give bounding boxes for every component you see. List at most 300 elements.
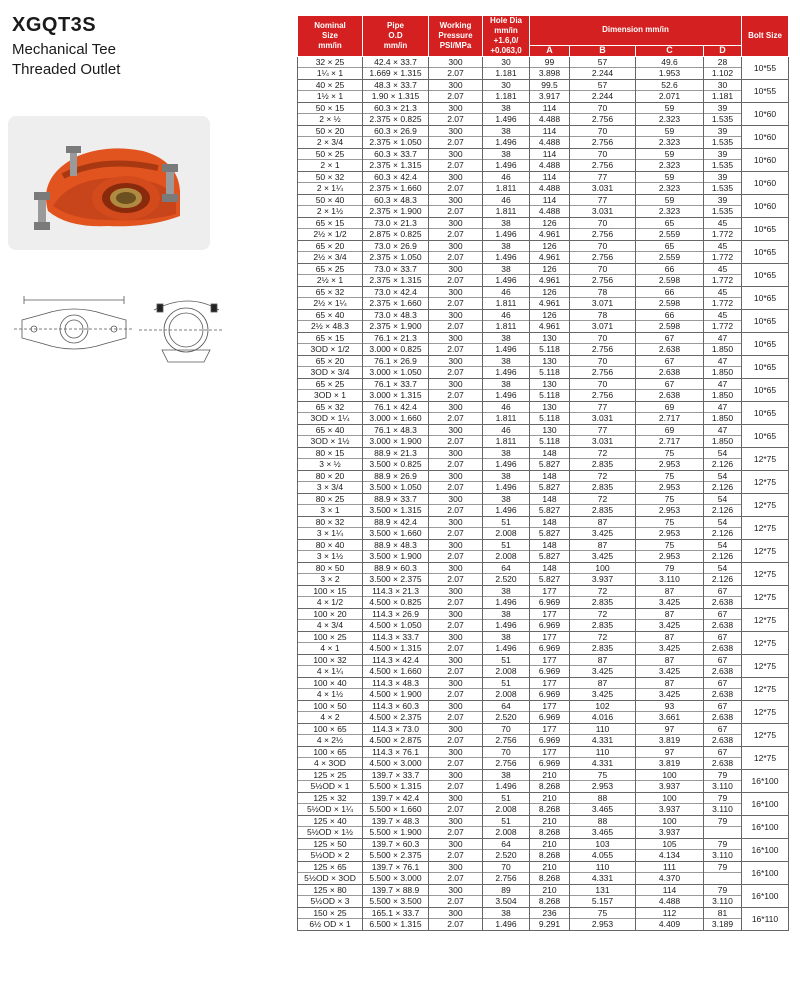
table-row: [298, 609, 789, 632]
cell-nominal-size: [298, 379, 363, 402]
cell-metric-value: 88.9 × 60.3: [363, 563, 428, 574]
cell-imperial-value: 4.488: [538, 183, 561, 193]
cell-dim-b: [570, 241, 636, 264]
cell-dim-a: [530, 839, 570, 862]
cell-imperial-value: 1.535: [711, 206, 734, 216]
cell-pipe-od: [363, 126, 429, 149]
cell-metric-value: 114.3 × 73.0: [363, 724, 428, 735]
header-dimension: Dimension mm/in: [530, 16, 742, 46]
cell-metric-value: 81: [704, 908, 741, 919]
cell-metric-value: 65 × 25: [298, 264, 362, 275]
table-row: [298, 747, 789, 770]
header-dim-d: D: [704, 45, 742, 56]
cell-imperial-value: 2.07: [447, 574, 464, 584]
cell-dim-d: [704, 126, 742, 149]
cell-imperial-value: 2.07: [447, 183, 464, 193]
cell-bolt-size: 10*65: [742, 402, 789, 425]
cell-working-pressure: [429, 103, 483, 126]
table-row: [298, 402, 789, 425]
cell-metric-value: 38: [483, 632, 529, 643]
cell-imperial-value: 2.07: [447, 689, 464, 699]
header-hole-dia: Hole Dia mm/in +1.6,0/ +0.063,0: [483, 16, 530, 57]
cell-hole-dia: [483, 816, 530, 839]
cell-metric-value: 50 × 15: [298, 103, 362, 114]
cell-dim-c: [636, 126, 704, 149]
cell-hole-dia: [483, 586, 530, 609]
table-row: [298, 862, 789, 885]
cell-dim-d: [704, 218, 742, 241]
cell-dim-b: [570, 149, 636, 172]
cell-pipe-od: [363, 448, 429, 471]
cell-nominal-size: [298, 632, 363, 655]
cell-dim-c: [636, 839, 704, 862]
cell-dim-a: [530, 448, 570, 471]
cell-imperial-value: 2.07: [447, 68, 464, 78]
cell-hole-dia: [483, 655, 530, 678]
cell-metric-value: 139.7 × 48.3: [363, 816, 428, 827]
cell-dim-a: [530, 517, 570, 540]
cell-imperial-value: 6.969: [538, 597, 561, 607]
cell-bolt-size: 12*75: [742, 609, 789, 632]
cell-hole-dia: [483, 425, 530, 448]
cell-imperial-value: 3.425: [658, 620, 681, 630]
cell-bolt-size: 10*60: [742, 126, 789, 149]
cell-imperial-value: 2.638: [711, 620, 734, 630]
cell-imperial-value: 2.835: [591, 597, 614, 607]
cell-imperial-value: 8.268: [538, 873, 561, 883]
cell-imperial-value: 2.638: [711, 597, 734, 607]
cell-imperial-value: 8.268: [538, 781, 561, 791]
cell-imperial-value: 2.953: [658, 482, 681, 492]
cell-imperial-value: 2.717: [658, 413, 681, 423]
cell-imperial-value: 3.110: [659, 574, 680, 584]
cell-metric-value: 80 × 50: [298, 563, 362, 574]
cell-metric-value: 130: [530, 356, 569, 367]
cell-metric-value: 300: [429, 655, 482, 666]
cell-metric-value: 75: [570, 908, 635, 919]
cell-metric-value: 39: [704, 172, 741, 183]
cell-metric-value: 100 × 65: [298, 747, 362, 758]
cell-imperial-value: 2.638: [658, 367, 681, 377]
table-row: [298, 586, 789, 609]
cell-metric-value: 300: [429, 80, 482, 91]
cell-hole-dia: [483, 172, 530, 195]
cell-metric-value: 177: [530, 678, 569, 689]
cell-metric-value: 46: [483, 172, 529, 183]
cell-dim-a: [530, 747, 570, 770]
cell-imperial-value: 2.071: [658, 91, 681, 101]
cell-dim-a: [530, 57, 570, 80]
cell-imperial-value: 2.07: [447, 91, 464, 101]
table-row: [298, 172, 789, 195]
cell-imperial-value: 3.000 × 1.900: [369, 436, 422, 446]
cell-pipe-od: [363, 57, 429, 80]
cell-dim-a: [530, 356, 570, 379]
cell-bolt-size: 10*65: [742, 379, 789, 402]
cell-metric-value: 73.0 × 48.3: [363, 310, 428, 321]
cell-imperial-value: 3.425: [591, 551, 614, 561]
cell-dim-c: [636, 540, 704, 563]
cell-imperial-value: 2.07: [447, 298, 464, 308]
cell-dim-a: [530, 701, 570, 724]
cell-metric-value: 77: [570, 425, 635, 436]
cell-dim-b: [570, 701, 636, 724]
table-row: [298, 655, 789, 678]
cell-imperial-value: 3.661: [658, 712, 681, 722]
cell-nominal-size: [298, 586, 363, 609]
cell-working-pressure: [429, 494, 483, 517]
cell-metric-value: 300: [429, 264, 482, 275]
cell-bolt-size: 12*75: [742, 563, 789, 586]
cell-metric-value: 150 × 25: [298, 908, 362, 919]
cell-imperial-value: 2.07: [447, 344, 464, 354]
cell-imperial-value: 2 × 3/4: [316, 137, 344, 147]
cell-dim-a: [530, 862, 570, 885]
cell-metric-value: 38: [483, 471, 529, 482]
cell-imperial-value: 2.375 × 1.900: [369, 321, 422, 331]
cell-imperial-value: 2.323: [658, 160, 681, 170]
cell-working-pressure: [429, 563, 483, 586]
cell-metric-value: 40 × 25: [298, 80, 362, 91]
cell-dim-c: [636, 149, 704, 172]
cell-imperial-value: 3.500 × 2.375: [369, 574, 422, 584]
cell-metric-value: 300: [429, 747, 482, 758]
cell-imperial-value: 2.756: [591, 114, 614, 124]
cell-dim-a: [530, 655, 570, 678]
cell-pipe-od: [363, 839, 429, 862]
cell-bolt-size: 16*100: [742, 793, 789, 816]
cell-dim-b: [570, 310, 636, 333]
cell-imperial-value: 2.126: [711, 551, 734, 561]
cell-hole-dia: [483, 80, 530, 103]
cell-imperial-value: 1.496: [495, 252, 517, 262]
cell-metric-value: 38: [483, 770, 529, 781]
cell-metric-value: 38: [483, 609, 529, 620]
cell-nominal-size: [298, 195, 363, 218]
cell-imperial-value: 5½OD × 2: [310, 850, 350, 860]
cell-nominal-size: [298, 885, 363, 908]
cell-hole-dia: [483, 103, 530, 126]
cell-dim-b: [570, 839, 636, 862]
cell-dim-c: [636, 816, 704, 839]
cell-imperial-value: 1.850: [711, 436, 734, 446]
cell-nominal-size: [298, 425, 363, 448]
cell-imperial-value: 1.496: [495, 597, 517, 607]
cell-imperial-value: 2.835: [591, 459, 614, 469]
cell-imperial-value: 4.370: [658, 873, 681, 883]
cell-imperial-value: 6.969: [538, 643, 561, 653]
cell-imperial-value: 2.244: [591, 68, 614, 78]
cell-hole-dia: [483, 333, 530, 356]
cell-metric-value: 38: [483, 103, 529, 114]
cell-pipe-od: [363, 609, 429, 632]
cell-metric-value: 39: [704, 103, 741, 114]
cell-dim-b: [570, 678, 636, 701]
cell-imperial-value: 2.559: [658, 252, 681, 262]
cell-metric-value: 73.0 × 26.9: [363, 241, 428, 252]
cell-metric-value: 125 × 32: [298, 793, 362, 804]
cell-hole-dia: [483, 793, 530, 816]
cell-imperial-value: 1.496: [495, 459, 517, 469]
cell-imperial-value: 1.496: [495, 275, 517, 285]
cell-dim-c: [636, 885, 704, 908]
cell-metric-value: 77: [570, 172, 635, 183]
cell-working-pressure: [429, 379, 483, 402]
cell-imperial-value: 1.496: [495, 620, 517, 630]
cell-metric-value: 76.1 × 33.7: [363, 379, 428, 390]
cell-nominal-size: [298, 356, 363, 379]
cell-imperial-value: 2.07: [447, 666, 464, 676]
cell-imperial-value: 4.500 × 2.875: [369, 735, 422, 745]
cell-imperial-value: 2.07: [447, 804, 464, 814]
cell-metric-value: 30: [704, 80, 741, 91]
cell-imperial-value: 1.535: [711, 137, 734, 147]
cell-working-pressure: [429, 241, 483, 264]
cell-imperial-value: 2.756: [495, 758, 517, 768]
cell-metric-value: 177: [530, 724, 569, 735]
cell-metric-value: 148: [530, 471, 569, 482]
cell-pipe-od: [363, 379, 429, 402]
cell-imperial-value: 4.961: [538, 275, 561, 285]
cell-dim-d: [704, 908, 742, 931]
cell-dim-c: [636, 448, 704, 471]
cell-imperial-value: 3.465: [591, 827, 614, 837]
cell-nominal-size: [298, 218, 363, 241]
cell-dim-a: [530, 103, 570, 126]
cell-imperial-value: 4.500 × 1.900: [369, 689, 422, 699]
cell-hole-dia: [483, 402, 530, 425]
cell-imperial-value: 4.500 × 2.375: [369, 712, 422, 722]
cell-dim-d: [704, 724, 742, 747]
header-nominal-size: Nominal Size mm/in: [298, 16, 363, 57]
cell-metric-value: 80 × 40: [298, 540, 362, 551]
cell-dim-c: [636, 586, 704, 609]
cell-dim-d: [704, 747, 742, 770]
cell-dim-d: [704, 57, 742, 80]
cell-imperial-value: 3.189: [711, 919, 734, 929]
cell-imperial-value: 6.969: [538, 712, 561, 722]
cell-metric-value: 130: [530, 402, 569, 413]
cell-imperial-value: 3.425: [658, 643, 681, 653]
cell-nominal-size: [298, 172, 363, 195]
table-row: [298, 793, 789, 816]
spec-table: [297, 15, 789, 931]
cell-dim-a: [530, 241, 570, 264]
cell-imperial-value: 1.535: [711, 160, 734, 170]
cell-imperial-value: 2.835: [591, 505, 614, 515]
cell-metric-value: 300: [429, 517, 482, 528]
cell-imperial-value: 2.756: [591, 137, 614, 147]
cell-imperial-value: 2.244: [591, 91, 614, 101]
cell-metric-value: 50 × 32: [298, 172, 362, 183]
cell-bolt-size: 16*100: [742, 816, 789, 839]
cell-dim-b: [570, 379, 636, 402]
cell-working-pressure: [429, 747, 483, 770]
cell-imperial-value: 3 × 1: [320, 505, 340, 515]
cell-metric-value: 300: [429, 149, 482, 160]
cell-metric-value: 114.3 × 76.1: [363, 747, 428, 758]
cell-imperial-value: 2.375 × 1.660: [369, 298, 422, 308]
cell-hole-dia: [483, 57, 530, 80]
cell-imperial-value: 2.008: [495, 689, 517, 699]
table-row: [298, 356, 789, 379]
cell-hole-dia: [483, 195, 530, 218]
cell-metric-value: 59: [636, 172, 703, 183]
cell-metric-value: 38: [483, 586, 529, 597]
cell-imperial-value: 4.500 × 0.825: [369, 597, 422, 607]
cell-working-pressure: [429, 310, 483, 333]
cell-dim-d: [704, 379, 742, 402]
cell-metric-value: 45: [704, 218, 741, 229]
cell-imperial-value: 2.638: [658, 390, 681, 400]
header-dim-b: B: [570, 45, 636, 56]
cell-dim-d: [704, 862, 742, 885]
cell-metric-value: 125 × 80: [298, 885, 362, 896]
cell-metric-value: 114: [530, 172, 569, 183]
header-dim-a: A: [530, 45, 570, 56]
cell-working-pressure: [429, 287, 483, 310]
cell-dim-b: [570, 816, 636, 839]
cell-imperial-value: 2.07: [447, 114, 464, 124]
cell-working-pressure: [429, 678, 483, 701]
cell-imperial-value: 4 × 3/4: [316, 620, 344, 630]
cell-imperial-value: 2.07: [447, 597, 464, 607]
cell-metric-value: 76.1 × 48.3: [363, 425, 428, 436]
cell-nominal-size: [298, 816, 363, 839]
cell-dim-c: [636, 862, 704, 885]
cell-metric-value: 48.3 × 33.7: [363, 80, 428, 91]
cell-metric-value: 125 × 25: [298, 770, 362, 781]
cell-metric-value: 79: [636, 563, 703, 574]
cell-dim-b: [570, 586, 636, 609]
cell-metric-value: 100 × 15: [298, 586, 362, 597]
cell-dim-c: [636, 241, 704, 264]
cell-bolt-size: 16*100: [742, 770, 789, 793]
cell-imperial-value: 2.638: [658, 344, 681, 354]
cell-imperial-value: 5.827: [538, 551, 561, 561]
cell-dim-d: [704, 80, 742, 103]
cell-imperial-value: 4.055: [591, 850, 614, 860]
cell-dim-a: [530, 816, 570, 839]
cell-hole-dia: [483, 126, 530, 149]
cell-imperial-value: 2.756: [591, 229, 614, 239]
cell-working-pressure: [429, 839, 483, 862]
cell-hole-dia: [483, 770, 530, 793]
cell-metric-value: 60.3 × 48.3: [363, 195, 428, 206]
cell-metric-value: 100: [636, 770, 703, 781]
cell-imperial-value: 2.126: [711, 459, 734, 469]
cell-imperial-value: 2.07: [447, 643, 464, 653]
cell-imperial-value: 2.323: [658, 183, 681, 193]
table-row: [298, 701, 789, 724]
cell-imperial-value: 2.07: [447, 459, 464, 469]
cell-dim-c: [636, 379, 704, 402]
cell-hole-dia: [483, 862, 530, 885]
cell-imperial-value: 1.496: [495, 919, 517, 929]
cell-dim-b: [570, 80, 636, 103]
cell-imperial-value: 4.488: [538, 160, 561, 170]
cell-dim-c: [636, 609, 704, 632]
cell-imperial-value: 2.756: [495, 735, 517, 745]
cell-imperial-value: 3.937: [658, 781, 681, 791]
cell-bolt-size: 10*55: [742, 57, 789, 80]
cell-imperial-value: 4.134: [658, 850, 681, 860]
cell-metric-value: 73.0 × 42.4: [363, 287, 428, 298]
cell-metric-value: 75: [636, 471, 703, 482]
cell-metric-value: 87: [570, 540, 635, 551]
cell-imperial-value: 3 × 3/4: [316, 482, 344, 492]
cell-metric-value: 64: [483, 839, 529, 850]
cell-dim-b: [570, 563, 636, 586]
cell-hole-dia: [483, 563, 530, 586]
spec-table-body: [298, 57, 789, 931]
cell-pipe-od: [363, 241, 429, 264]
cell-dim-b: [570, 770, 636, 793]
cell-metric-value: 49.6: [636, 57, 703, 68]
cell-metric-value: 300: [429, 793, 482, 804]
table-row: [298, 264, 789, 287]
cell-hole-dia: [483, 287, 530, 310]
cell-imperial-value: 2.07: [447, 551, 464, 561]
cell-dim-c: [636, 517, 704, 540]
table-row: [298, 908, 789, 931]
cell-metric-value: 300: [429, 724, 482, 735]
cell-metric-value: 87: [636, 678, 703, 689]
cell-metric-value: 177: [530, 632, 569, 643]
cell-bolt-size: 12*75: [742, 586, 789, 609]
cell-metric-value: 38: [483, 356, 529, 367]
cell-metric-value: 99: [530, 57, 569, 68]
cell-hole-dia: [483, 356, 530, 379]
cell-dim-a: [530, 885, 570, 908]
cell-imperial-value: 2.008: [495, 666, 517, 676]
cell-metric-value: 69: [636, 402, 703, 413]
cell-imperial-value: 1.535: [711, 183, 734, 193]
cell-imperial-value: 3 × 1½: [316, 551, 344, 561]
cell-metric-value: 72: [570, 448, 635, 459]
cell-metric-value: 148: [530, 563, 569, 574]
table-row: [298, 678, 789, 701]
cell-dim-b: [570, 402, 636, 425]
cell-dim-b: [570, 218, 636, 241]
cell-metric-value: 88.9 × 48.3: [363, 540, 428, 551]
cell-dim-d: [704, 471, 742, 494]
cell-metric-value: 54: [704, 448, 741, 459]
cell-metric-value: 300: [429, 678, 482, 689]
cell-dim-b: [570, 747, 636, 770]
cell-metric-value: 126: [530, 218, 569, 229]
cell-metric-value: 52.6: [636, 80, 703, 91]
cell-metric-value: 51: [483, 517, 529, 528]
cell-bolt-size: 12*75: [742, 517, 789, 540]
cell-imperial-value: 2.835: [591, 643, 614, 653]
cell-imperial-value: 2.07: [447, 413, 464, 423]
cell-nominal-size: [298, 655, 363, 678]
cell-imperial-value: 2.008: [495, 827, 517, 837]
cell-bolt-size: 10*65: [742, 356, 789, 379]
cell-metric-value: 70: [483, 862, 529, 873]
cell-dim-b: [570, 885, 636, 908]
cell-imperial-value: 2.598: [658, 321, 681, 331]
cell-metric-value: 51: [483, 678, 529, 689]
table-row: [298, 563, 789, 586]
cell-imperial-value: 3.031: [591, 413, 614, 423]
cell-nominal-size: [298, 287, 363, 310]
cell-imperial-value: 2.008: [495, 528, 517, 538]
cell-nominal-size: [298, 126, 363, 149]
cell-metric-value: 72: [570, 632, 635, 643]
cell-metric-value: 300: [429, 701, 482, 712]
